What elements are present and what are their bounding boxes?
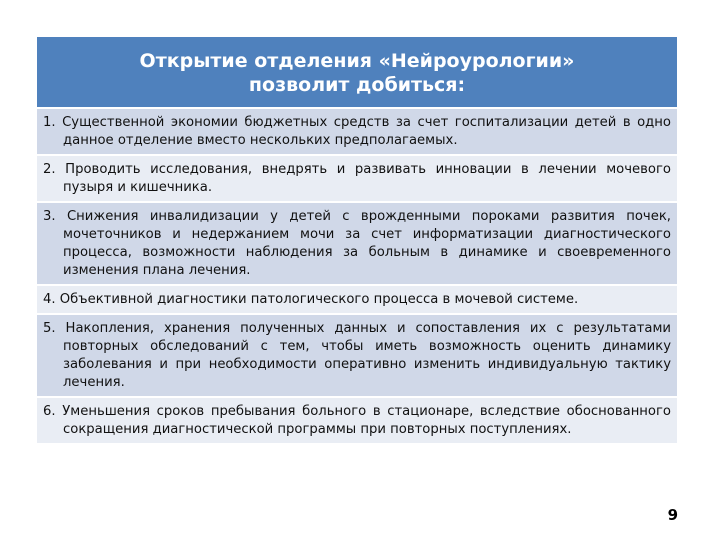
table-header-row xyxy=(37,37,677,109)
table-row xyxy=(37,156,677,203)
header-title-line-1: Открытие отделения «Нейроурологии» xyxy=(139,50,575,72)
goal-item-2: 2. Проводить исследования, внедрять и развивать инновации в лечении мочевого пузыря и кишечника. xyxy=(43,162,671,195)
table-row xyxy=(37,398,677,445)
page-number: 9 xyxy=(667,506,678,524)
table-cell xyxy=(37,156,677,203)
table-header-cell xyxy=(37,37,677,109)
goal-item-3: 3. Снижения инвалидизации у детей с врожденными пороками развития почек, мочеточников и недержанием мочи за счет информатизации диагностического процесса, возможности наблюдения за больным в динамике и своевременного изменения плана лечения. xyxy=(43,209,671,278)
header-title-line-2: позволит добиться: xyxy=(248,74,466,96)
table-row xyxy=(37,109,677,156)
table-cell xyxy=(37,398,677,445)
table-row xyxy=(37,315,677,398)
goal-item-5: 5. Накопления, хранения полученных данных и сопоставления их с результатами повторных обследований с тем, чтобы иметь возможность оценить динамику заболевания и при необходимости оперативно изменить индивидуальную тактику лечения. xyxy=(43,321,671,390)
table-row xyxy=(37,203,677,286)
table-row xyxy=(37,286,677,315)
goal-item-1: 1. Существенной экономии бюджетных средств за счет госпитализации детей в одно данное отделение вместо нескольких предполагаемых. xyxy=(43,115,671,148)
table-cell xyxy=(37,286,677,315)
table-cell xyxy=(37,315,677,398)
goal-item-6: 6. Уменьшения сроков пребывания больного в стационаре, вследствие обоснованного сокращения диагностической программы при повторных поступлениях. xyxy=(43,404,671,437)
table-cell xyxy=(37,109,677,156)
table-cell xyxy=(37,203,677,286)
goal-item-4: 4. Объективной диагностики патологического процесса в мочевой системе. xyxy=(43,292,579,307)
goals-table xyxy=(37,37,677,445)
